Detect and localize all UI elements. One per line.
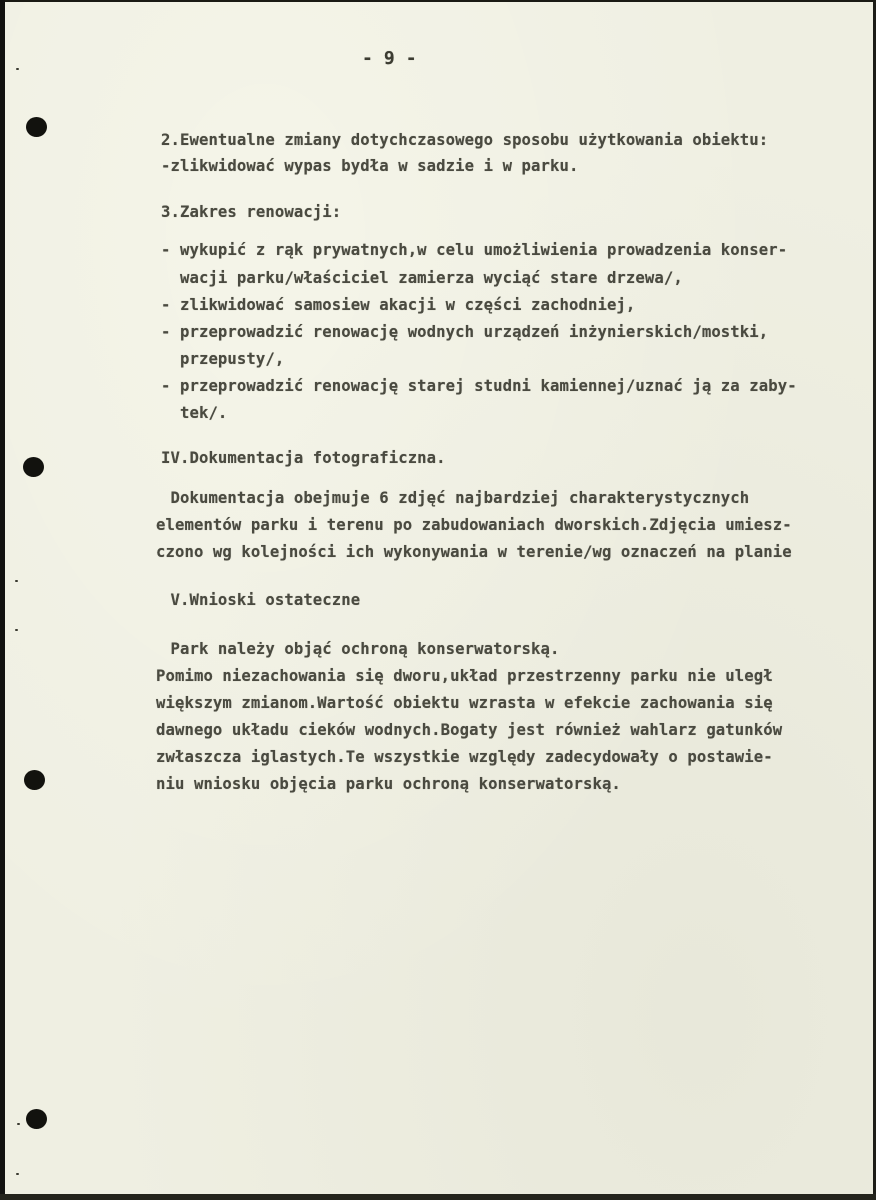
section-iv-paragraph-line: Dokumentacja obejmuje 6 zdjęć najbardziej charakterystycznych (161, 489, 750, 507)
margin-speck (15, 629, 18, 631)
conclusion-line: zwłaszcza iglastych.Te wszystkie względy zadecydowały o postawie- (156, 748, 773, 766)
conclusion-line: Pomimo niezachowania się dworu,układ przestrzenny parku nie uległ (156, 667, 773, 685)
renovation-item-1-cont: wacji parku/właściciel zamierza wyciąć stare drzewa/, (161, 269, 683, 287)
section-iv-heading: IV.Dokumentacja fotograficzna. (161, 449, 446, 467)
margin-speck (17, 1123, 20, 1125)
punch-hole (23, 457, 44, 477)
margin-speck (15, 580, 18, 582)
conclusion-line: Park należy objąć ochroną konserwatorską. (161, 640, 560, 658)
conclusion-line: niu wniosku objęcia parku ochroną konserwatorską. (156, 775, 621, 793)
renovation-item-3: - przeprowadzić renowację wodnych urządzeń inżynierskich/mostki, (161, 323, 769, 341)
section-v-heading: V.Wnioski ostateczne (161, 591, 361, 609)
punch-hole (26, 117, 47, 137)
conclusion-line: dawnego układu cieków wodnych.Bogaty jest również wahlarz gatunków (156, 721, 783, 739)
punch-hole (26, 1109, 47, 1129)
section-3-heading: 3.Zakres renowacji: (161, 203, 342, 221)
renovation-item-4: - przeprowadzić renowację starej studni kamiennej/uznać ją za zaby- (161, 377, 797, 395)
renovation-item-1: - wykupić z rąk prywatnych,w celu umożliwienia prowadzenia konser- (161, 241, 788, 259)
punch-hole (24, 770, 45, 790)
renovation-item-4-cont: tek/. (161, 404, 228, 422)
section-2-item: -zlikwidować wypas bydła w sadzie i w parku. (161, 157, 579, 175)
renovation-item-2: - zlikwidować samosiew akacji w części zachodniej, (161, 296, 636, 314)
section-iv-paragraph-line: czono wg kolejności ich wykonywania w terenie/wg oznaczeń na planie (156, 543, 792, 561)
margin-speck (16, 1173, 19, 1175)
section-2-heading: 2.Ewentualne zmiany dotychczasowego sposobu użytkowania obiektu: (161, 131, 769, 149)
renovation-item-3-cont: przepusty/, (161, 350, 285, 368)
conclusion-line: większym zmianom.Wartość obiektu wzrasta w efekcie zachowania się (156, 694, 773, 712)
section-iv-paragraph-line: elementów parku i terenu po zabudowaniach dworskich.Zdjęcia umiesz- (156, 516, 792, 534)
margin-speck (16, 68, 19, 70)
scan-edge-bottom (0, 1194, 876, 1200)
typewritten-page (5, 2, 873, 1194)
page-number: - 9 - (362, 48, 417, 69)
